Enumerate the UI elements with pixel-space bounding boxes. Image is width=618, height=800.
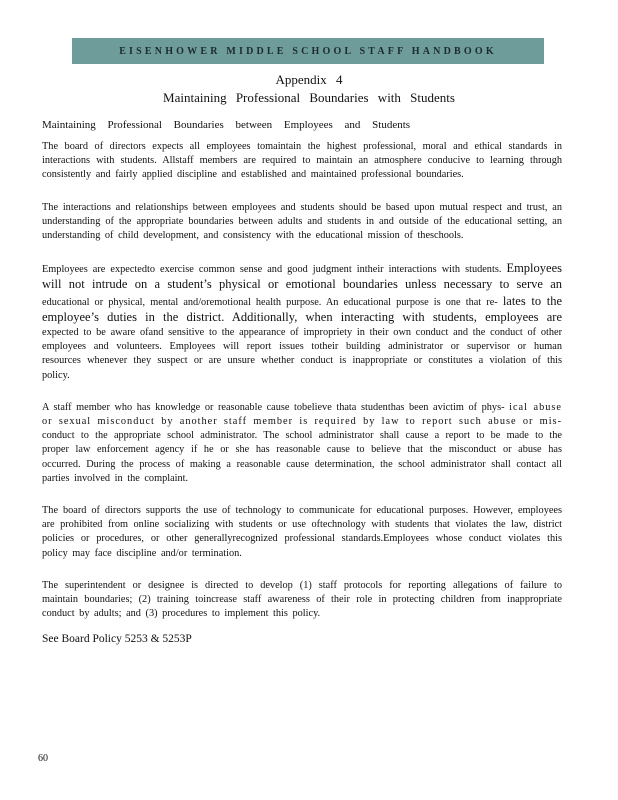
- handbook-title: EISENHOWER MIDDLE SCHOOL STAFF HANDBOOK: [119, 45, 497, 57]
- page-number: 60: [38, 753, 48, 764]
- paragraph-text: conduct to the appropriate school administrator. The school administrator shall cause a report to be made to the proper law enforcement agency if he or she has reasonable cause to believe that the misconduct or abuse has occurred. During the process of making a reasonable cause determination, the school administrator shall contact all parties involved in the complaint.: [42, 430, 562, 484]
- paragraph-text: ical abuse or sexual misconduct by another staff member is required by law to report such abuse or mis-: [42, 401, 562, 428]
- handbook-header-band: [72, 38, 544, 64]
- appendix-number: Appendix 4: [275, 72, 343, 87]
- paragraph-text: A staff member who has knowledge or reasonable cause tobelieve thata studenthas been avictim of phys-: [42, 401, 505, 413]
- paragraph-board-expectations: [42, 140, 562, 183]
- paragraph-technology: [42, 504, 562, 561]
- paragraph-interactions: [42, 201, 562, 244]
- paragraph-text: The board of directors expects all employees tomaintain the highest professional, moral and ethical standards in interactions with students. Allstaff members are required to maintain an atmosphere conducive to learning through consistently and fairly applied discipline and established and maintained professional boundaries.: [42, 141, 562, 181]
- paragraph-text: lates to the employee’s duties in the district. Additionally, when interacting with students, employees are: [42, 293, 563, 324]
- paragraph-text: The interactions and relationships between employees and students should be based upon mutual respect and trust, an understanding of the appropriate boundaries between adults and students in and outside of the educational setting, an understanding of child development, and consistency with the educational mission of theschools.: [42, 201, 562, 242]
- paragraph-text: Employees are expectedto exercise common sense and good judgment intheir interactions with students.: [42, 264, 502, 276]
- document-body: [42, 118, 562, 645]
- paragraph-text: educational or physical, mental and/oremotional health purpose. An educational purpose is one that re-: [42, 296, 498, 308]
- paragraph-text: The superintendent or designee is directed to develop (1) staff protocols for reporting allegations of failure to maintain boundaries; (2) training toincrease staff awareness of their role in protecting children from inappropriate conduct by adults; and (3) procedures to implement this policy.: [42, 579, 562, 620]
- paragraph-text: expected to be aware ofand sensitive to the appearance of impropriety in their own conduct and the conduct of other employees and volunteers. Employees will report issues totheir building administrator or supervisor or human resources whenever they suspect or are unsure whether conduct is inappropriate or constitutes a violation of this policy.: [42, 327, 562, 381]
- section-subheading: Maintaining Professional Boundaries between Employees and Students: [42, 119, 411, 131]
- paragraph-employee-judgment: [42, 261, 562, 383]
- paragraph-text: Employees will not intrude on a student’s physical or emotional boundaries unless necessary to serve an: [42, 261, 562, 292]
- paragraph-text: The board of directors supports the use of technology to communicate for educational purposes. However, employees are prohibited from online socializing with students or use oftechnology with students that violates the law, district policies or procedures, or other generallyrecognized professional standards.Employees whose conduct violates this policy may face discipline and/or termination.: [42, 505, 562, 559]
- paragraph-reporting-misconduct: [42, 401, 562, 486]
- appendix-title-block: [0, 71, 618, 107]
- appendix-heading: Maintaining Professional Boundaries with Students: [163, 90, 455, 105]
- paragraph-superintendent: [42, 579, 562, 622]
- board-policy-reference: See Board Policy 5253 & 5253P: [42, 633, 192, 646]
